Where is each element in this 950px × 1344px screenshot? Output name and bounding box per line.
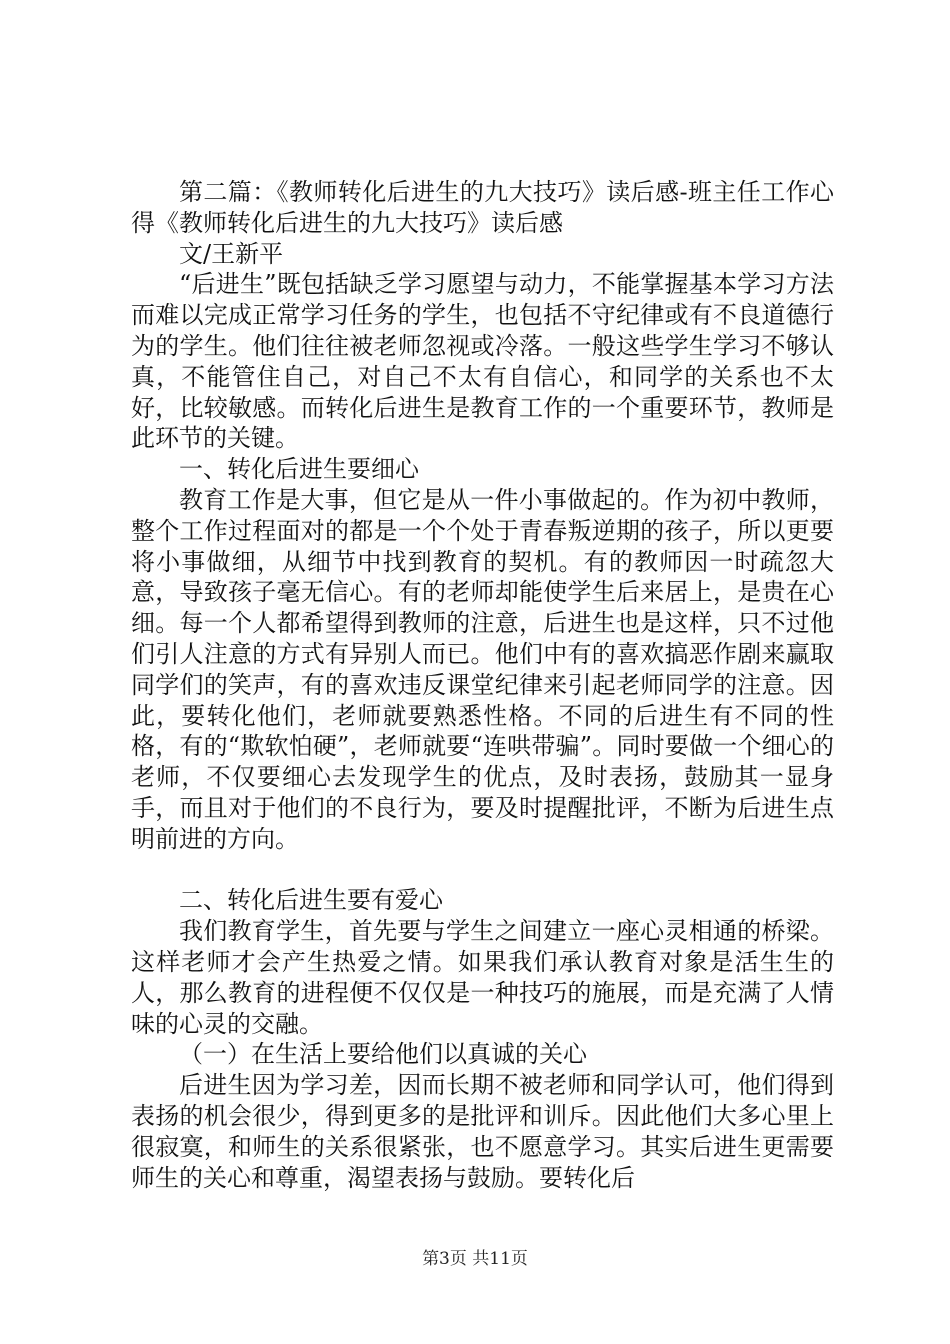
paragraph-section-2: 我们教育学生，首先要与学生之间建立一座心灵相通的桥梁。这样老师才会产生热爱之情。如果我们承认教育对象是活生生的人，那么教育的进程便不仅仅是一种技巧的施展，而是充满了人情味的心灵的交融。 <box>131 917 834 1038</box>
article-title: 第二篇：《教师转化后进生的九大技巧》读后感-班主任工作心得《教师转化后进生的九大技巧》读后感 <box>131 178 834 237</box>
document-body <box>131 177 834 1193</box>
author-line: 文/王新平 <box>179 239 284 268</box>
page-number-footer: 第3页 共11页 <box>422 1249 528 1269</box>
paragraph-intro: “后进生”既包括缺乏学习愿望与动力，不能掌握基本学习方法而难以完成正常学习任务的学生，也包括不守纪律或有不良道德行为的学生。他们往往被老师忽视或冷落。一般这些学生学习不够认真，不能管住自己，对自己不太有自信心，和同学的关系也不太好，比较敏感。而转化后进生是教育工作的一个重要环节，教师是此环节的关键。 <box>131 270 834 453</box>
section-heading-2: 二、转化后进生要有爱心 <box>179 886 443 915</box>
paragraph-subsection-1: 后进生因为学习差，因而长期不被老师和同学认可，他们得到表扬的机会很少，得到更多的是批评和训斥。因此他们大多心里上很寂寞，和师生的关系很紧张，也不愿意学习。其实后进生更需要师生的关心和尊重，渴望表扬与鼓励。要转化后 <box>131 1071 834 1192</box>
section-heading-1: 一、转化后进生要细心 <box>179 455 419 484</box>
paragraph-section-1: 教育工作是大事，但它是从一件小事做起的。作为初中教师，整个工作过程面对的都是一个个处于青春叛逆期的孩子，所以更要将小事做细，从细节中找到教育的契机。有的教师因一时疏忽大意，导致孩子毫无信心。有的老师却能使学生后来居上，是贵在心细。每一个人都希望得到教师的注意，后进生也是这样，只不过他们引人注意的方式有异别人而已。他们中有的喜欢搞恶作剧来赢取同学们的笑声，有的喜欢违反课堂纪律来引起老师同学的注意。因此，要转化他们，老师就要熟悉性格。不同的后进生有不同的性格，有的“欺软怕硬”，老师就要“连哄带骗”。同时要做一个细心的老师，不仅要细心去发现学生的优点，及时表扬，鼓励其一显身手，而且对于他们的不良行为，要及时提醒批评，不断为后进生点明前进的方向。 <box>131 485 834 853</box>
paragraph-gap <box>131 855 834 886</box>
subsection-heading-1: （一）在生活上要给他们以真诚的关心 <box>179 1040 587 1069</box>
